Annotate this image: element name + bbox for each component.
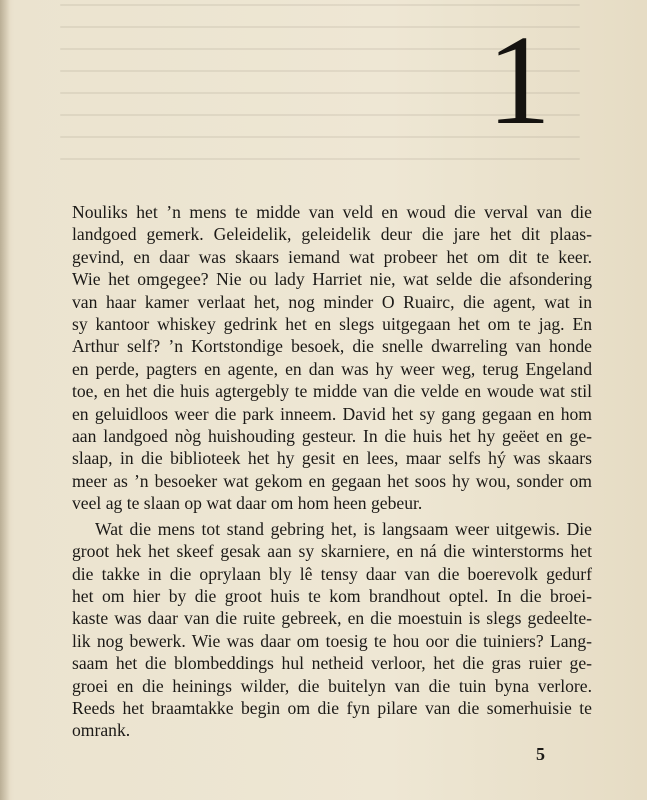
text-line: aan landgoed nòg huishouding gesteur. In die huis het hy geëet en ge- — [72, 426, 592, 447]
text-line: lik nog bewerk. Wie was daar om toesig te hou oor die tuiniers? Lang- — [72, 630, 592, 651]
text-line: groot hek het skeef gesak aan sy skarniere, en ná die winterstorms het — [72, 541, 592, 562]
text-line: veel ag te slaan op wat daar om hom heen gebeur. — [72, 493, 423, 514]
paragraph-1 — [72, 201, 592, 515]
text-line: gevind, en daar was skaars iemand wat probeer het om dit te keer. — [72, 246, 592, 267]
text-line: toe, en het die huis agtergebly te midde van die velde en woude wat stil — [72, 381, 592, 402]
text-line: Wat die mens tot stand gebring het, is langsaam weer uitgewis. Die — [95, 518, 592, 539]
text-line: die takke in die oprylaan bly lê tensy daar van die boerevolk gedurf — [72, 563, 592, 584]
text-line: Reeds het braamtakke begin om die fyn pilare van die somerhuisie te — [72, 697, 592, 718]
text-line: sy kantoor whiskey gedrink het en slegs uitgegaan het om te jag. En — [72, 314, 592, 335]
text-line: het om hier by die groot huis te kom brandhout optel. In die broei- — [72, 585, 592, 606]
text-line: groei en die heinings wilder, die buitelyn van die tuin byna verlore. — [72, 675, 592, 696]
text-line: Wie het omgegee? Nie ou lady Harriet nie, wat selde die afsondering — [72, 269, 592, 290]
chapter-number: 1 — [487, 9, 551, 151]
text-line: landgoed gemerk. Geleidelik, geleidelik deur die jare het dit plaas- — [72, 224, 592, 245]
text-line: omrank. — [72, 720, 131, 741]
text-line: meer as ’n besoeker wat gekom en gegaan het soos hy wou, sonder om — [72, 470, 592, 491]
text-line: kaste was daar van die ruite gebreek, en die moestuin is slegs gedeelte- — [72, 608, 592, 629]
text-line: en geluidloos weer die park inneem. David het sy gang gegaan en hom — [72, 403, 592, 424]
paragraph-2 — [72, 518, 592, 742]
text-line: Arthur self? ’n Kortstondige besoek, die snelle dwarreling van honde — [72, 336, 592, 357]
text-line: van haar kamer verlaat het, nog minder O Ruairc, die agent, wat in — [72, 291, 592, 312]
page-number: 5 — [536, 744, 545, 764]
text-line: slaap, in die biblioteek het hy gesit en lees, maar selfs hý was skaars — [72, 448, 592, 469]
gutter-shadow — [0, 0, 10, 800]
text-line: saam het die blombeddings hul netheid verloor, het die gras ruier ge- — [72, 653, 592, 674]
text-line: Nouliks het ’n mens te midde van veld en woud die verval van die — [72, 202, 592, 222]
text-line: en perde, pagters en agente, en dan was hy weer weg, terug Engeland — [72, 358, 592, 379]
body-text — [72, 201, 592, 742]
